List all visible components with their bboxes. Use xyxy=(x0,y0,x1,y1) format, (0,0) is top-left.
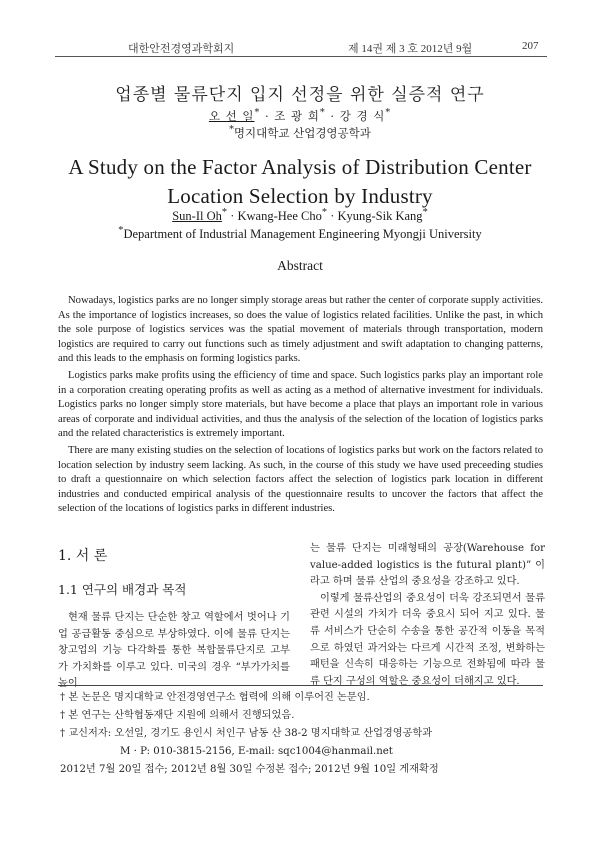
title-english-line1: A Study on the Factor Analysis of Distribution Center xyxy=(68,155,532,179)
affiliation-mark: * xyxy=(118,225,124,236)
affiliation-english xyxy=(0,225,600,242)
abstract-paragraph-1: Nowadays, logistics parks are no longer simply storage areas but rather the center of corporate supply activities. As the importance of logistics increases, so does the value of logistics related facilities. Unlike the past, in which the sole purpose of logistics services was the spatial movement of materials through transportation, modern logistics are required to carry out functions such as timely adjustment and swift adaptation to changing patterns, and this leads to the emphasis on forming logistics parks. xyxy=(58,295,543,365)
author-mark: * xyxy=(319,107,326,118)
author-mark: * xyxy=(254,107,261,118)
page-number: 207 xyxy=(522,40,539,52)
affiliation-korean xyxy=(0,124,600,141)
footnote-support xyxy=(60,707,550,725)
author-ko-1: 오 선 일 xyxy=(208,108,255,123)
header-rule xyxy=(55,56,547,57)
author-separator: · xyxy=(227,209,238,224)
body-paragraph: 현재 물류 단지는 단순한 창고 역할에서 벗어나 기업 공급활동 중심으로 부상하였다. 이에 물류 단지는 창고업의 기능 다각화를 통한 복합물류단지로 고부가 가치화를 이루고 있다. 미국의 경우 “부가가치를 높이 xyxy=(58,612,290,690)
authors-korean xyxy=(0,107,600,124)
affiliation-ko-text: 명지대학교 산업경영공학과 xyxy=(233,125,371,140)
subsection-heading: 1.1 연구의 배경과 목적 xyxy=(58,582,187,597)
body-right-column xyxy=(310,541,545,690)
author-separator: · xyxy=(327,209,338,224)
footnote-mark: † xyxy=(60,692,66,703)
abstract-paragraph-2: Logistics parks make profits using the efficiency of time and space. Such logistics parks play an important role in a corporation creating operating profits as well as acting as a method of alternative investment for individuals. Logistics parks no longer simply store materials, but have become a place that plays an important role in various areas of corporate and individual activities, and thus the analysis of the selection of the location of logistics parks and the related characteristics is extremely important. xyxy=(58,369,543,440)
body-paragraph: 이렇게 물류산업의 중요성이 더욱 강조되면서 물류 관련 시설의 가치가 더욱 중요시 되어 지고 있다. 물류 서비스가 단순히 수송을 통한 공간적 이동을 목적으로 하였던 과거와는 다르게 시간적 조정, 변화하는 패턴을 신속히 대응하는 기능으로 전화됨에 따라 물류 단지 구성의 역할은 중요성이 더해지고 있다. xyxy=(310,592,545,687)
author-separator: · xyxy=(325,108,340,123)
author-ko-2: 조 광 희 xyxy=(274,108,320,123)
footnote-text: 본 연구는 산학협동재단 지원에 의해서 진행되었음. xyxy=(68,710,295,721)
affiliation-en-text: Department of Industrial Management Engineering Myongji University xyxy=(123,227,482,242)
section-heading: 1. 서 론 xyxy=(58,548,108,564)
author-en-2: Kwang-Hee Cho xyxy=(237,209,322,224)
footnote-mark: † xyxy=(60,710,66,721)
affiliation-mark: * xyxy=(229,124,234,135)
abstract-heading: Abstract xyxy=(277,258,323,273)
body-paragraph: 는 물류 단지는 미래형태의 공장(Warehouse for value-added logistics is the futural plant)” 이라고 하며 물류 산업의 중요성을 강조하고 있다. xyxy=(310,543,545,588)
abstract-body xyxy=(58,294,543,519)
author-en-3: Kyung-Sik Kang xyxy=(337,209,423,224)
author-mark: * xyxy=(422,207,428,218)
author-mark: * xyxy=(221,207,228,218)
abstract-paragraph-3: There are many existing studies on the selection of locations of logistics parks but work on the factors related to location selection by industry seem lacking. As such, in the course of this study we have used preceeding studies to draft a questionnaire on which selection factors affect the selection of logistics park location in different industries and conducted empirical analysis of the questionnaire results to uncover the factors that affect the selection of the locations of logistics parks in different industries. xyxy=(58,444,543,515)
author-en-1: Sun-Il Oh xyxy=(172,209,222,224)
footnote-mark: † xyxy=(60,728,66,739)
footnote-text: 교신저자: 오선일, 경기도 용인시 처인구 남동 산 38-2 명지대학교 산업경영공학과 xyxy=(68,728,433,739)
submission-dates: 2012년 7월 20일 접수; 2012년 8월 30일 수정본 접수; 2012년 9월 10일 게재확정 xyxy=(60,764,439,775)
footnote-funding xyxy=(60,689,550,707)
author-ko-3: 강 경 식 xyxy=(339,108,386,123)
footnote-rule xyxy=(58,685,543,686)
body-left-column xyxy=(58,610,290,693)
footnote-contact: M · P: 010-3815-2156, E-mail: sqc1004@hanmail.net xyxy=(120,746,393,757)
author-mark: * xyxy=(321,207,328,218)
title-english-line2: Location Selection by Industry xyxy=(167,184,433,208)
title-korean: 업종별 물류단지 입지 선정을 위한 실증적 연구 xyxy=(115,85,485,105)
footnote-text: 본 논문은 명지대학교 안전경영연구소 협력에 의해 이루어진 논문임. xyxy=(68,692,370,703)
journal-name: 대한안전경영과학회지 xyxy=(128,43,235,55)
author-separator: · xyxy=(260,108,275,123)
authors-english xyxy=(0,207,600,224)
author-mark: * xyxy=(385,107,392,118)
footnote-corresponding xyxy=(60,725,550,743)
issue-info: 제 14권 제 3 호 2012년 9월 xyxy=(348,43,473,55)
